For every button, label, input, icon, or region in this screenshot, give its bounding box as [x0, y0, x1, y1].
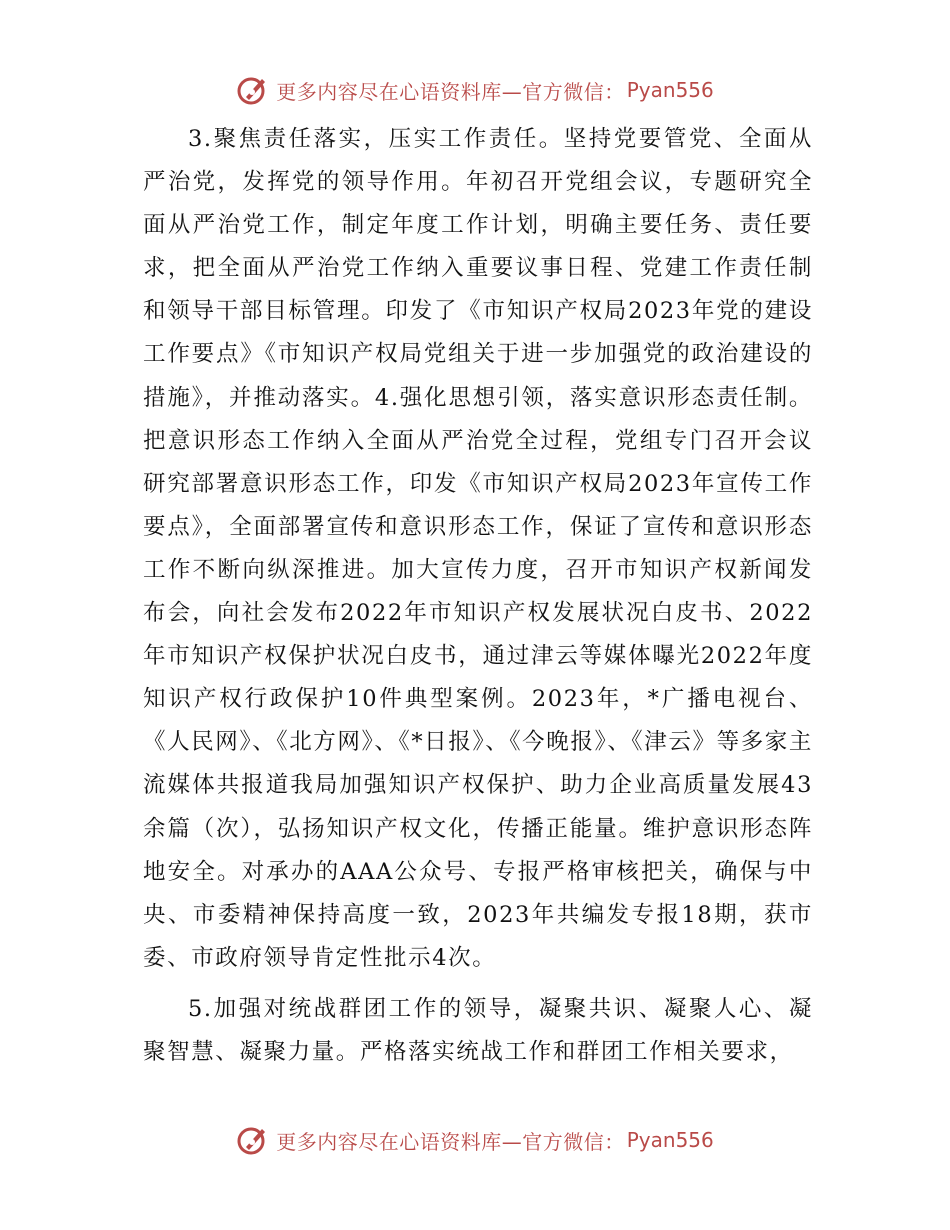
paragraph: 3.聚焦责任落实，压实工作责任。坚持党要管党、全面从严治党，发挥党的领导作用。年初召开党组会议，专题研究全面从严治党工作，制定年度工作计划，明确主要任务、责任要求，把全面从严治党工作纳入重要议事日程、党建工作责任制和领导干部目标管理。印发了《市知识产权局2023年党的建设工作要点》《市知识产权局党组关于进一步加强党的政治建设的措施》，并推动落实。4.强化思想引领，落实意识形态责任制。把意识形态工作纳入全面从严治党全过程，党组专门召开会议研究部署意识形态工作，印发《市知识产权局2023年宣传工作要点》，全面部署宣传和意识形态工作，保证了宣传和意识形态工作不断向纵深推进。加大宣传力度，召开市知识产权新闻发布会，向社会发布2022年市知识产权发展状况白皮书、2022年市知识产权保护状况白皮书，通过津云等媒体曝光2022年度知识产权行政保护10件典型案例。2023年，*广播电视台、《人民网》、《北方网》、《*日报》、《今晚报》、《津云》等多家主流媒体共报道我局加强知识产权保护、助力企业高质量发展43余篇（次），弘扬知识产权文化，传播正能量。维护意识形态阵地安全。对承办的AAA公众号、专报严格审核把关，确保与中央、市委精神保持高度一致，2023年共编发专报18期，获市委、市政府领导肯定性批示4次。: [143, 126, 813, 971]
watermark-account: Pyan556: [626, 1128, 714, 1152]
pen-circle-logo-icon: [236, 1123, 270, 1157]
pen-circle-logo-icon: [236, 73, 270, 107]
document-body: [143, 118, 813, 1074]
watermark-account: Pyan556: [626, 78, 714, 102]
paragraph: 5.加强对统战群团工作的领导，凝聚共识、凝聚人心、凝聚智慧、凝聚力量。严格落实统战工作和群团工作相关要求，: [143, 995, 813, 1065]
footer-watermark: [0, 1120, 950, 1160]
watermark-text: 更多内容尽在心语资料库—官方微信：: [276, 1129, 625, 1154]
watermark-text: 更多内容尽在心语资料库—官方微信：: [276, 79, 625, 104]
header-watermark: [0, 70, 950, 110]
